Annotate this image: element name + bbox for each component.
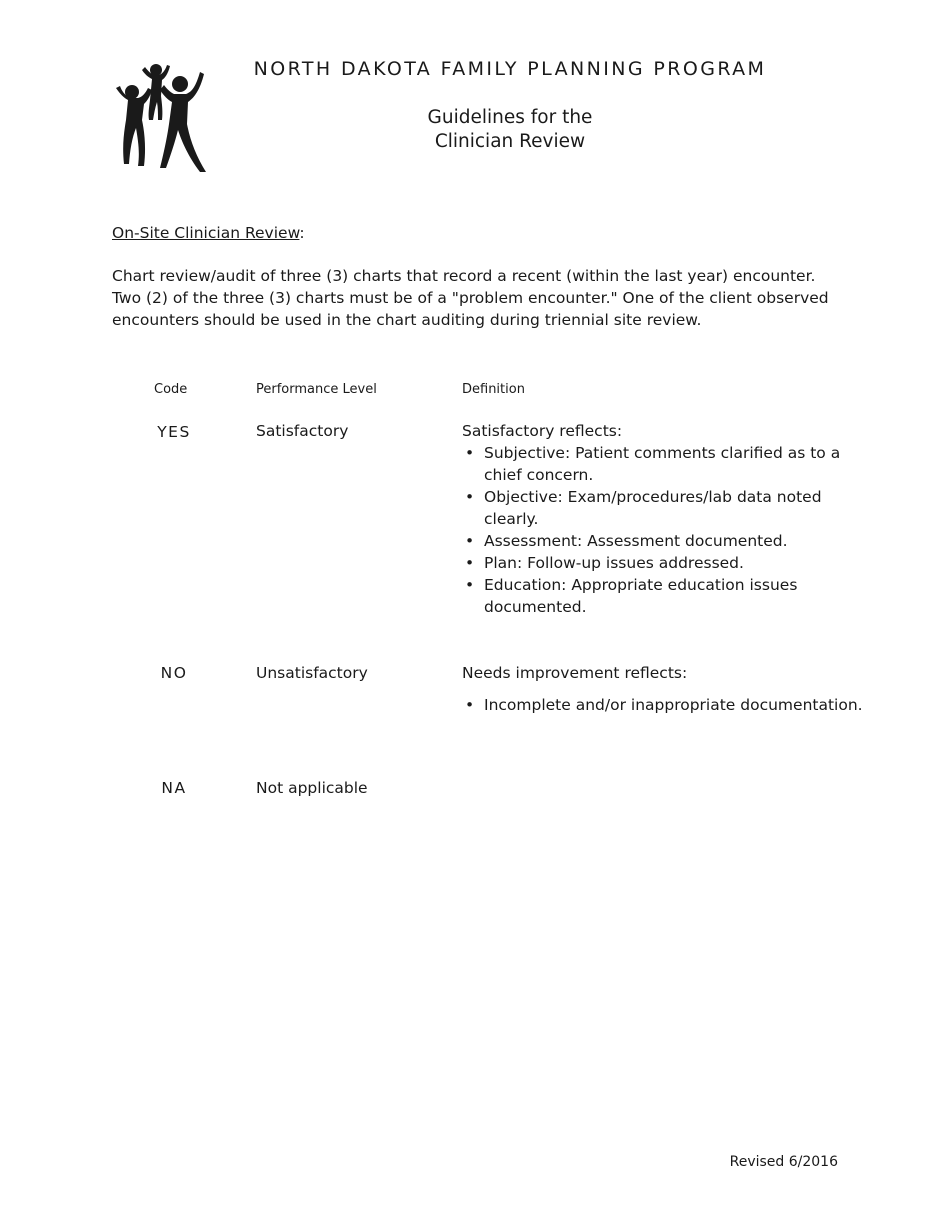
row-yes-definition-title: Satisfactory reflects: bbox=[462, 422, 623, 440]
intro-paragraph: Chart review/audit of three (3) charts that record a recent (within the last year) encounter. Two (2) of the three (3) charts must be of a "problem encounter." One of the client observed encounters should be used in the chart auditing during triennial site review. bbox=[112, 267, 829, 329]
row-no-code: NO bbox=[160, 664, 188, 682]
row-no-definition bbox=[462, 662, 882, 716]
row-na-performance: Not applicable bbox=[256, 779, 368, 797]
list-item: • Assessment: Assessment documented. bbox=[462, 530, 852, 552]
row-yes-performance: Satisfactory bbox=[256, 422, 349, 440]
list-item: • Incomplete and/or inappropriate documentation. bbox=[462, 694, 882, 716]
column-header-performance: Performance Level bbox=[256, 382, 377, 397]
list-item: • Subjective: Patient comments clarified as to a chief concern. bbox=[462, 442, 852, 486]
row-no-performance: Unsatisfactory bbox=[256, 664, 368, 682]
section-heading-colon: : bbox=[299, 224, 305, 242]
section-heading-text: On-Site Clinician Review bbox=[112, 224, 300, 242]
row-no-bullet-list bbox=[462, 694, 882, 716]
row-yes-bullet-list bbox=[462, 442, 852, 618]
document-title bbox=[310, 106, 710, 154]
list-item: • Education: Appropriate education issues documented. bbox=[462, 574, 852, 618]
row-yes-definition bbox=[462, 420, 852, 618]
column-header-definition: Definition bbox=[462, 382, 525, 397]
family-figures-logo-icon bbox=[112, 60, 212, 176]
list-item: • Plan: Follow-up issues addressed. bbox=[462, 552, 852, 574]
list-item: • Objective: Exam/procedures/lab data noted clearly. bbox=[462, 486, 852, 530]
row-na-code: NA bbox=[161, 779, 187, 797]
section-heading bbox=[112, 222, 305, 244]
revision-date: Revised 6/2016 bbox=[729, 1154, 838, 1170]
title-line-1: Guidelines for the bbox=[427, 107, 593, 128]
row-no-definition-title: Needs improvement reflects: bbox=[462, 664, 688, 682]
column-header-code: Code bbox=[154, 382, 188, 397]
organization-name: NORTH DAKOTA FAMILY PLANNING PROGRAM bbox=[253, 58, 767, 80]
program-logo bbox=[112, 60, 212, 176]
title-line-2: Clinician Review bbox=[434, 131, 586, 152]
row-yes-code: YES bbox=[157, 423, 191, 441]
